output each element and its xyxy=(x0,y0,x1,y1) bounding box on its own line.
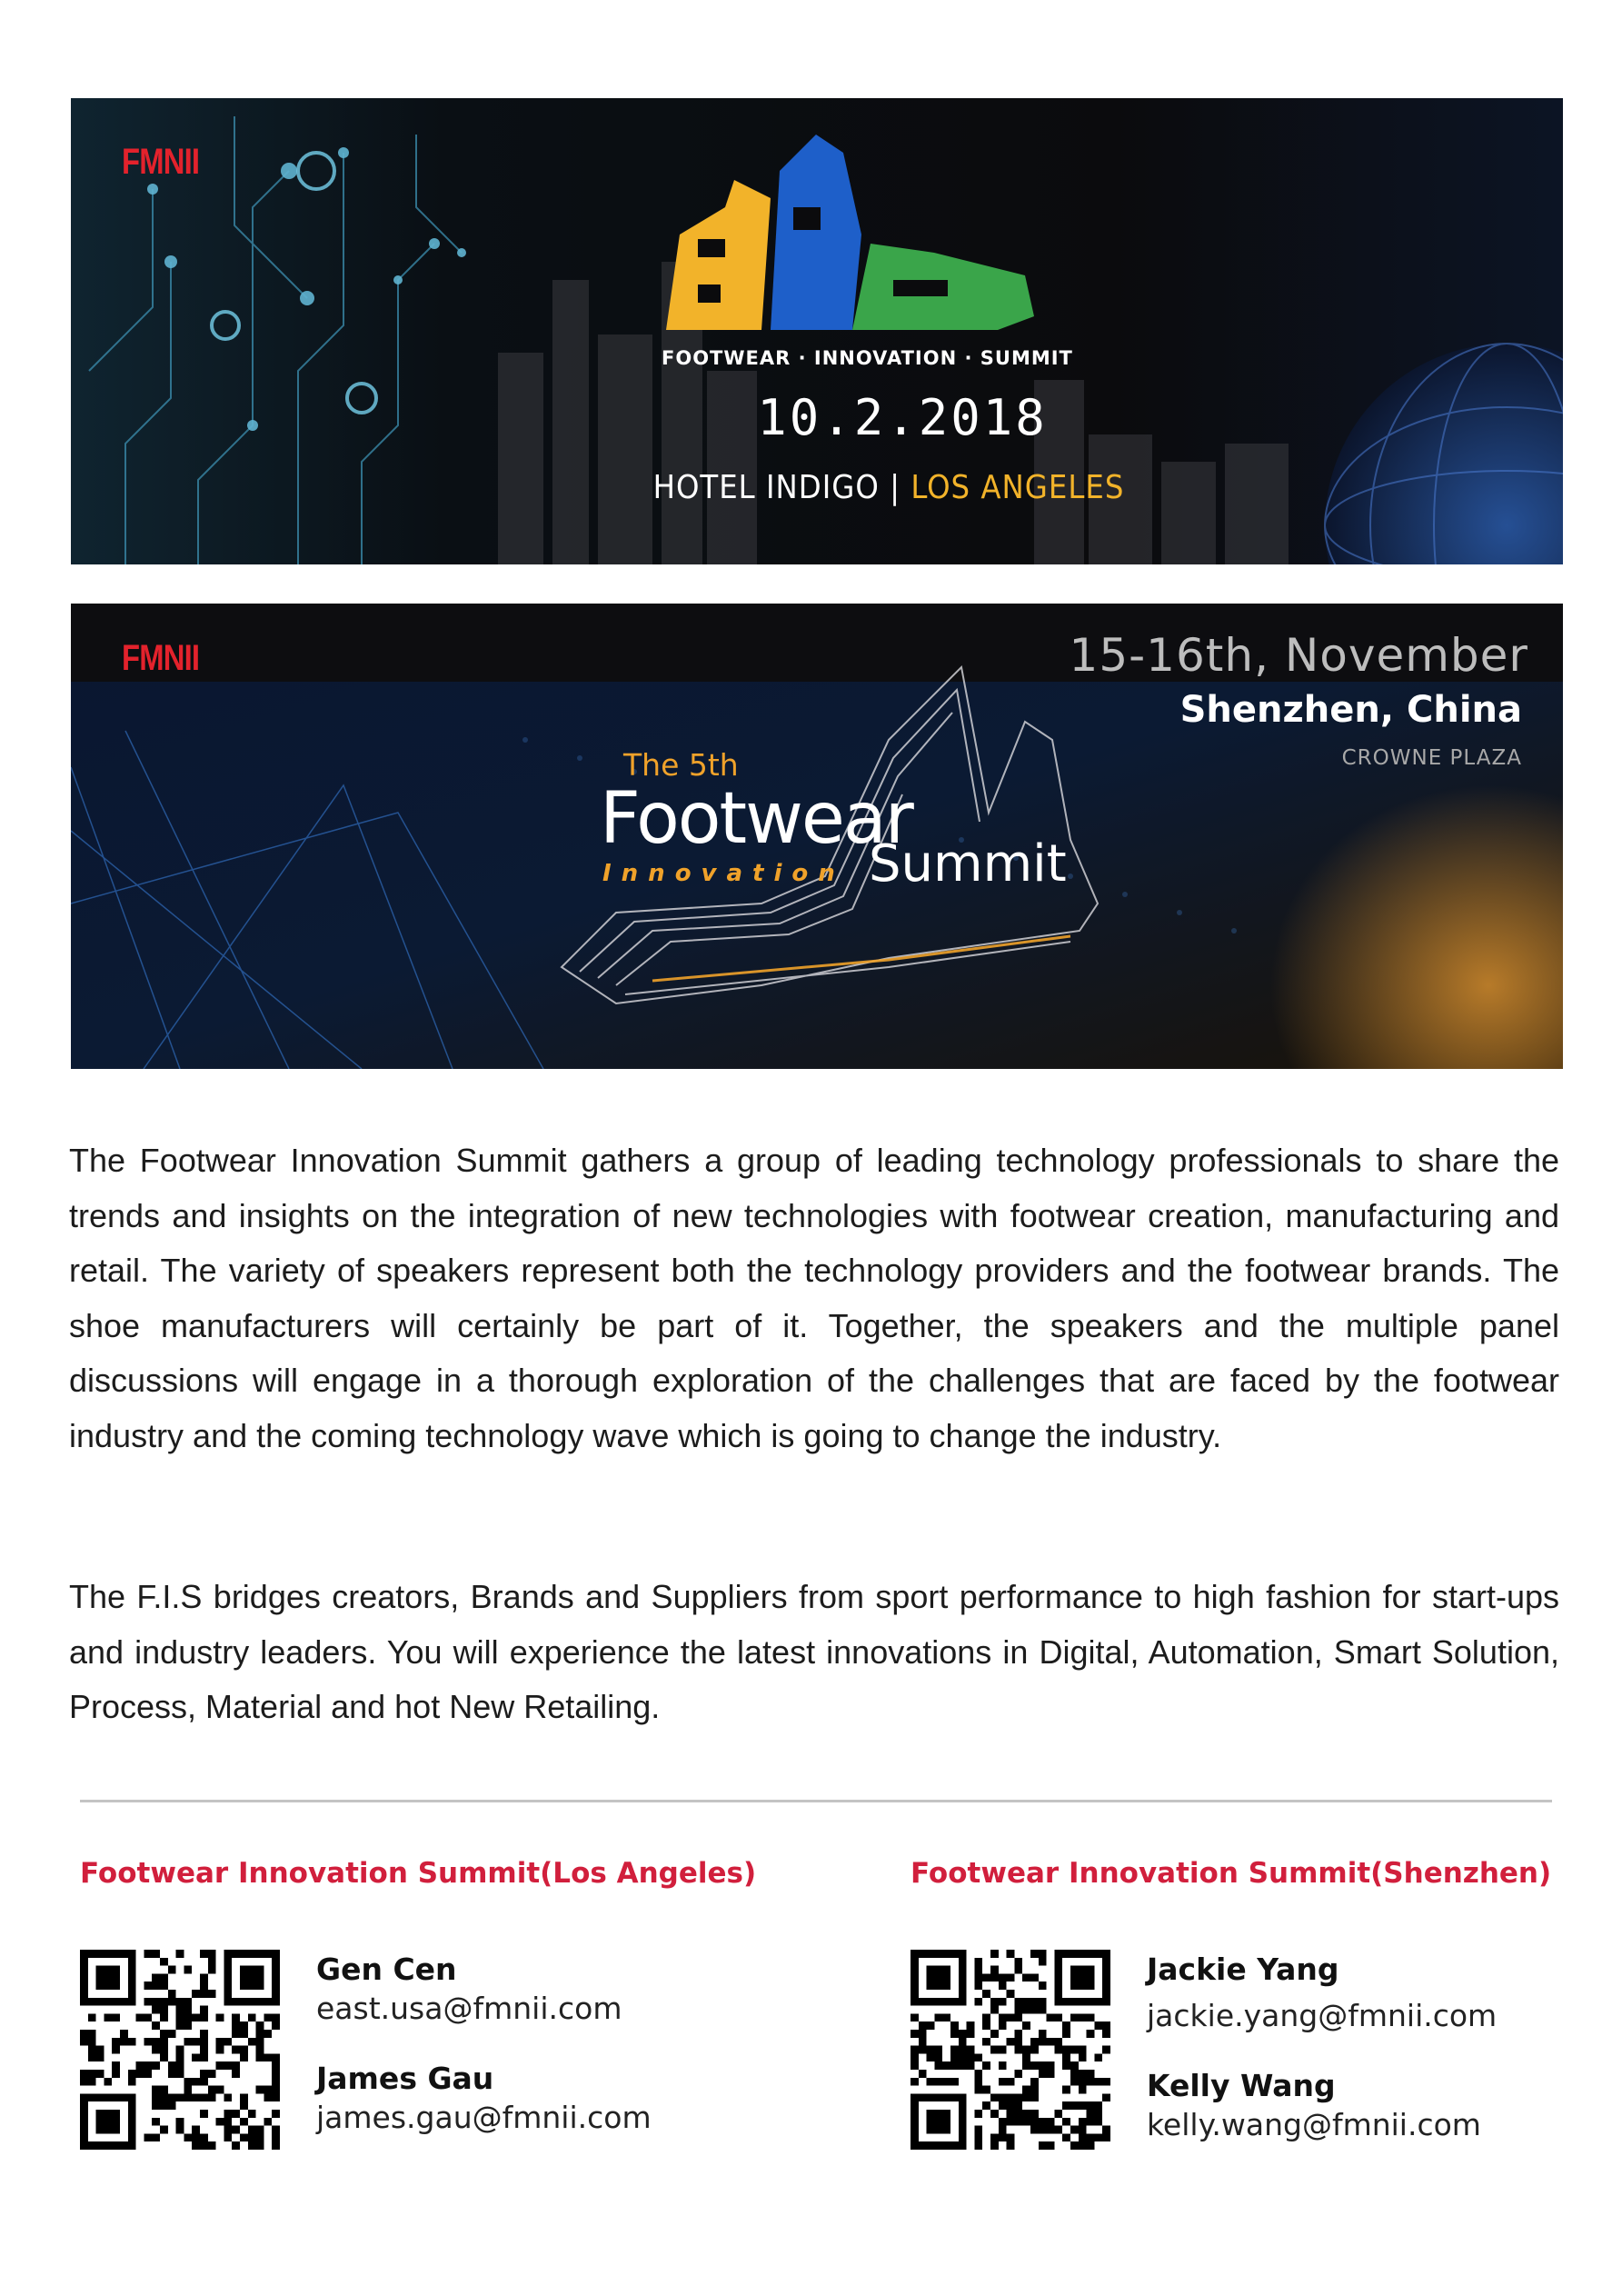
contact-section-la xyxy=(80,1857,757,2135)
section-divider xyxy=(80,1800,1552,1802)
contact-name: James Gau xyxy=(316,2061,494,2096)
fmnii-logo: FMNII xyxy=(122,638,200,678)
venue-city: LOS ANGELES xyxy=(911,469,1125,506)
event-venue-la xyxy=(652,469,1125,506)
contact-name: Gen Cen xyxy=(316,1952,457,1987)
contact-section-sz xyxy=(911,1857,1552,2142)
contact-people-sz xyxy=(1147,1952,1497,2142)
title-innovation: Innovation xyxy=(602,860,845,887)
contact-email-link[interactable]: east.usa@fmnii.com xyxy=(316,1991,622,2026)
event-city-sz: Shenzhen, China xyxy=(1179,689,1522,731)
title-footwear: Footwear xyxy=(600,778,912,860)
contact-email-link[interactable]: james.gau@fmnii.com xyxy=(316,2100,652,2135)
title-summit: Summit xyxy=(869,834,1067,893)
event-date-la: 10.2.2018 xyxy=(757,389,1048,446)
contact-name: Kelly Wang xyxy=(1147,2068,1336,2103)
event-edition: The 5th xyxy=(623,747,739,783)
contact-name: Jackie Yang xyxy=(1147,1952,1339,1987)
qr-code-icon xyxy=(80,1950,280,2150)
banner-los-angeles xyxy=(71,98,1563,564)
fis-tagline: FOOTWEAR · INNOVATION · SUMMIT xyxy=(662,347,1073,369)
event-date-sz: 15-16th, November xyxy=(1069,629,1528,682)
event-venue-sz: CROWNE PLAZA xyxy=(1341,746,1522,770)
bridges-paragraph: The F.I.S bridges creators, Brands and Suppliers from sport performance to high fashion for start-ups and industry leaders. You will experience the latest innovations in Digital, Automation, Smart Solution, Process, Material and hot New Retailing. xyxy=(69,1578,1559,1725)
intro-paragraph: The Footwear Innovation Summit gathers a group of leading technology professionals to share the trends and insights on the integration of new technologies with footwear creation, manufacturing and retail. The variety of speakers represent both the technology providers and the footwear brands. The shoe manufacturers will certainly be part of it. Together, the speakers and the multiple panel discussions will engage in a thorough exploration of the challenges that are faced by the footwear industry and the coming technology wave which is going to change the industry. xyxy=(69,1142,1559,1454)
contact-email-link[interactable]: kelly.wang@fmnii.com xyxy=(1147,2107,1481,2142)
qr-code-icon xyxy=(911,1950,1110,2150)
contact-title-sz: Footwear Innovation Summit(Shenzhen) xyxy=(911,1857,1552,1890)
fmnii-logo: FMNII xyxy=(122,142,200,182)
contact-title-la: Footwear Innovation Summit(Los Angeles) xyxy=(80,1857,757,1890)
contact-people-la xyxy=(316,1952,652,2135)
venue-hotel: HOTEL INDIGO | xyxy=(652,469,911,506)
banner-shenzhen xyxy=(71,604,1563,1069)
contact-email-link[interactable]: jackie.yang@fmnii.com xyxy=(1147,1998,1498,2033)
